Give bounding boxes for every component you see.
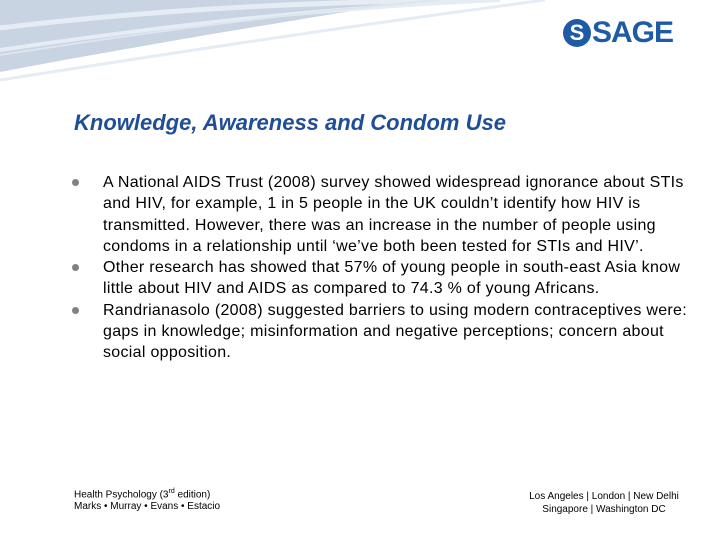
sage-logo xyxy=(563,18,673,48)
list-item xyxy=(72,300,692,364)
list-item xyxy=(72,172,692,257)
logo-text: SAGE xyxy=(592,16,674,49)
bullet-list xyxy=(72,172,692,364)
bullet-icon xyxy=(72,264,79,271)
header-wave-decoration xyxy=(0,0,720,100)
bullet-text: Randrianasolo (2008) suggested barriers to using modern contraceptives were: gaps in knowledge; misinformation and negative perceptions; concern about social opposition. xyxy=(103,301,687,362)
list-item xyxy=(72,257,692,300)
footer-authors: Marks • Murray • Evans • Estacio xyxy=(74,501,221,513)
footer-book-info xyxy=(74,486,220,513)
bullet-text: A National AIDS Trust (2008) survey showed widespread ignorance about STIs and HIV, for example, 1 in 5 people in the UK couldn’t identify how HIV is transmitted. However, there was an increase in the number of people using condoms in a relationship until ‘we’ve both been tested for STIs and HIV’. xyxy=(103,174,684,255)
footer-locations-line2: Singapore | Washington DC xyxy=(542,504,666,515)
slide-title: Knowledge, Awareness and Condom Use xyxy=(74,110,506,135)
bullet-text: Other research has showed that 57% of young people in south-east Asia know little about HIV and AIDS as compared to 74.3 % of young Africans. xyxy=(103,259,681,298)
logo-mark-icon: S xyxy=(563,19,591,47)
footer-locations-line1: Los Angeles | London | New Delhi xyxy=(529,491,679,502)
footer-book-title: Health Psychology (3rd edition) xyxy=(74,488,211,501)
bullet-icon xyxy=(72,307,79,314)
bullet-icon xyxy=(72,179,79,186)
footer-locations xyxy=(515,490,693,516)
